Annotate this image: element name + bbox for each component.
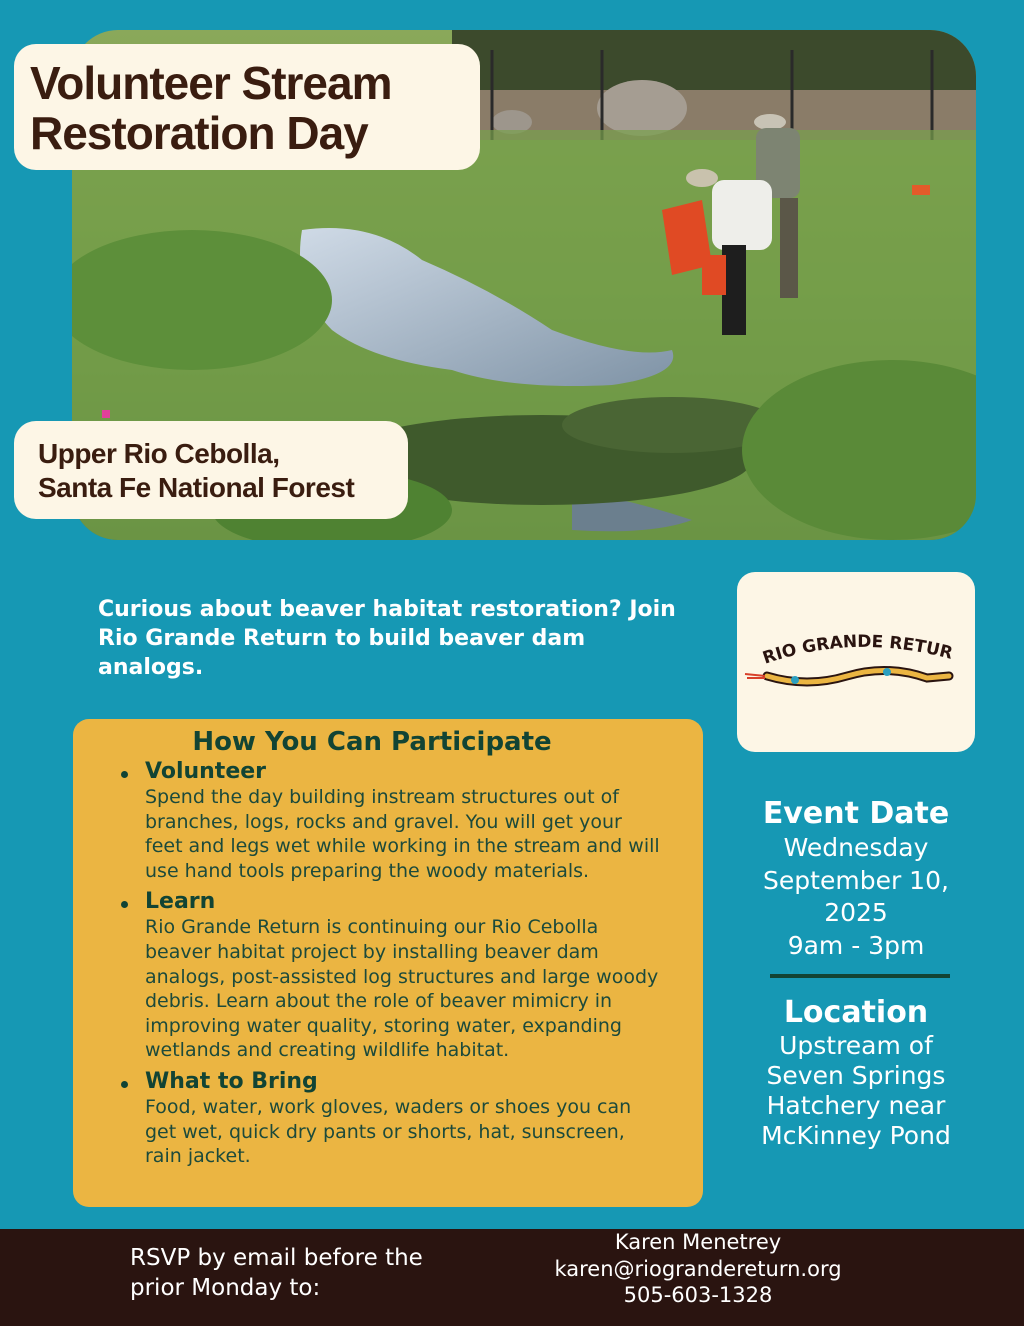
location-line: Hatchery near <box>766 1091 946 1120</box>
footer <box>0 1229 1024 1326</box>
event-day: Wednesday <box>783 833 929 862</box>
location-block <box>742 995 970 1151</box>
event-year: 2025 <box>824 898 888 927</box>
rio-grande-return-logo-icon <box>737 572 975 752</box>
contact-name: Karen Menetrey <box>614 1230 782 1254</box>
logo-text: RIO GRANDE RETUR <box>760 631 955 669</box>
svg-text:RIO GRANDE RETURN <box>737 572 955 669</box>
contact-phone[interactable]: 505-603-1328 <box>623 1283 773 1307</box>
list-item <box>121 1069 663 1169</box>
location-line-2: Santa Fe National Forest <box>38 472 355 503</box>
divider <box>770 974 950 978</box>
location-line-1: Upper Rio Cebolla, <box>38 438 280 469</box>
participate-heading: How You Can Participate <box>192 727 552 757</box>
logo-card <box>737 572 975 752</box>
contact-email[interactable]: karen@riograndereturn.org <box>554 1256 842 1281</box>
event-date-heading: Event Date <box>762 796 950 831</box>
item-body: Rio Grande Return is continuing our Rio Cebolla beaver habitat project by installing beaver dam analogs, post-assisted log structures and large woody debris. Learn about the role of beaver mimicry in improving water quality, storing water, expanding wetlands and creating wildlife habitat. <box>145 916 659 1062</box>
location-heading: Location <box>783 995 929 1030</box>
event-time: 9am - 3pm <box>787 930 925 960</box>
list-item <box>121 759 663 883</box>
page-title: Volunteer Stream Restoration Day <box>30 57 392 159</box>
item-title: What to Bring <box>145 1068 318 1094</box>
participate-panel <box>73 719 703 1207</box>
list-item <box>121 889 663 1063</box>
intro-text: Curious about beaver habitat restoration? Join Rio Grande Return to build beaver dam analogs. <box>98 597 676 680</box>
contact-block <box>540 1229 856 1309</box>
rsvp-text: RSVP by email before the prior Monday to: <box>130 1245 423 1301</box>
location-line: McKinney Pond <box>761 1121 951 1150</box>
location-line: Upstream of <box>779 1031 933 1060</box>
title-card <box>14 44 480 170</box>
event-date: September 10, <box>763 865 949 895</box>
item-title: Volunteer <box>145 759 267 784</box>
location-card <box>14 421 408 519</box>
item-title: Learn <box>145 889 216 915</box>
event-date-block <box>742 796 970 962</box>
item-body: Spend the day building instream structures out of branches, logs, rocks and gravel. You will get your feet and legs wet while working in the stream and will use hand tools preparing the woody materials. <box>145 786 660 882</box>
location-line: Seven Springs <box>766 1061 946 1090</box>
participate-list <box>121 759 663 1169</box>
item-body: Food, water, work gloves, waders or shoes you can get wet, quick dry pants or shorts, hat, sunscreen, rain jacket. <box>145 1095 632 1168</box>
